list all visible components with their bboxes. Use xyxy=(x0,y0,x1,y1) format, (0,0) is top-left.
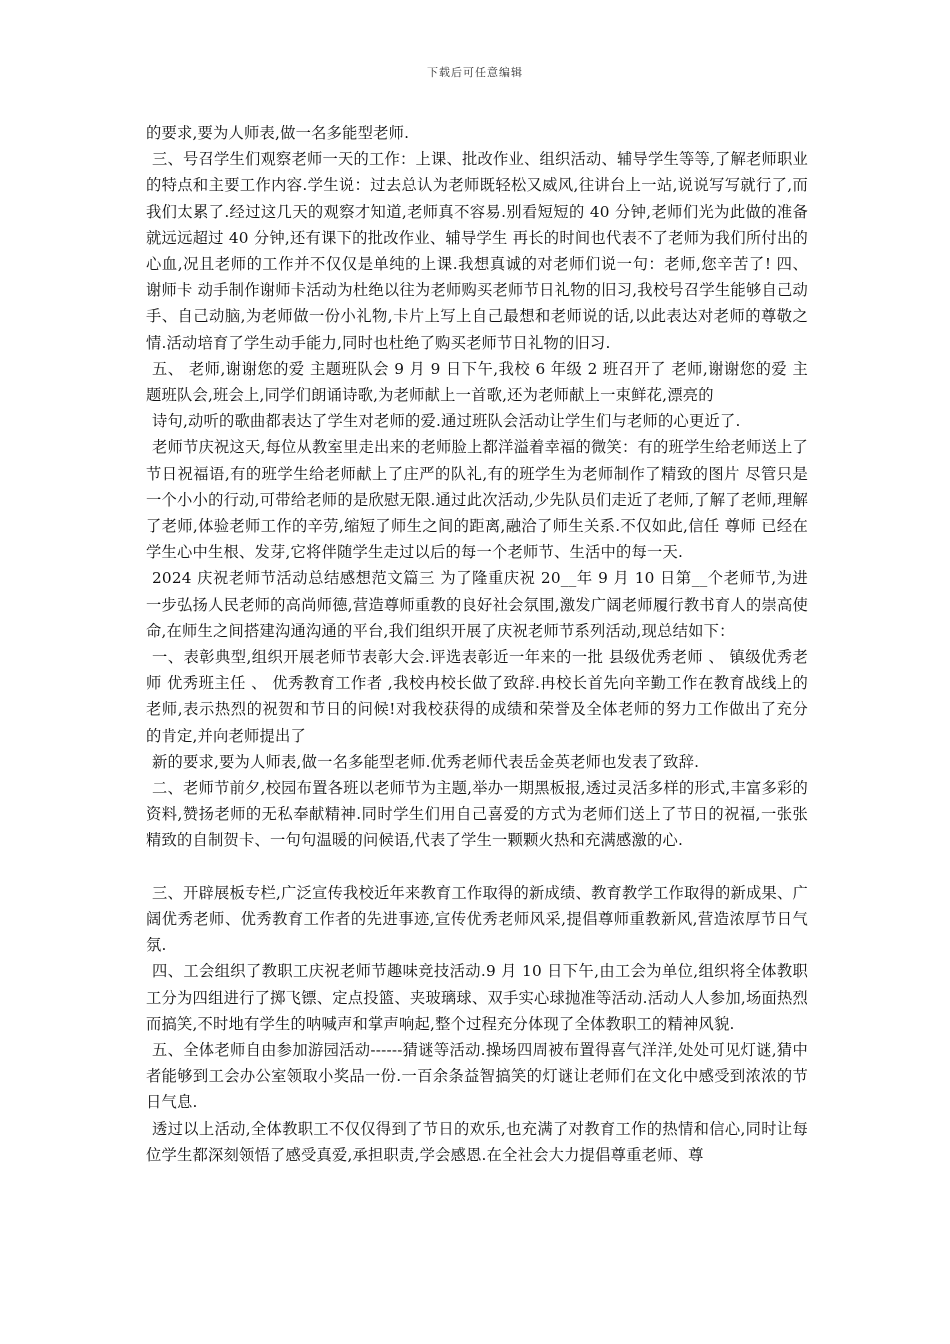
paragraph: 老师节庆祝这天,每位从教室里走出来的老师脸上都洋溢着幸福的微笑：有的班学生给老师送上了节日祝福语,有的班学生给老师献上了庄严的队礼,有的班学生为老师制作了精致的图片 尽管只是一个小小的行动,可带给老师的是欣慰无限.通过此次活动,少先队员们走近了老师,了解了老师,理解了老师,体验老师工作的辛劳,缩短了师生之间的距离,融洽了师生关系.不仅如此,信任 尊师 已经在学生心中生根、发芽,它将伴随学生走过以后的每一个老师节、生活中的每一天. xyxy=(146,438,808,562)
paragraph: 四、工会组织了教职工庆祝老师节趣味竞技活动.9 月 10 日下午,由工会为单位,组织将全体教职工分为四组进行了掷飞镖、定点投篮、夹玻璃球、双手实心球抛准等活动.活动人人参加,场面热烈而搞笑,不时地有学生的呐喊声和掌声响起,整个过程充分体现了全体教职工的精神风貌. xyxy=(146,962,808,1033)
paragraph: 三、号召学生们观察老师一天的工作：上课、批改作业、组织活动、辅导学生等等,了解老师职业的特点和主要工作内容.学生说：过去总认为老师既轻松又威风,往讲台上一站,说说写写就行了,而我们太累了.经过这几天的观察才知道,老师真不容易.别看短短的 40 分钟,老师们光为此做的准备就远远超过 40 分钟,还有课下的批改作业、辅导学生 再长的时间也代表不了老师为我们所付出的心血,况且老师的工作并不仅仅是单纯的上课.我想真诚的对老师们说一句：老师,您辛苦了! 四、 谢师卡 动手制作谢师卡活动为杜绝以往为老师购买老师节日礼物的旧习,我校号召学生能够自己动手、自己动脑,为老师做一份小礼物,卡片上写上自己最想和老师说的话,以此表达对老师的尊敬之情.活动培育了学生动手能力,同时也杜绝了购买老师节日礼物的旧习. xyxy=(146,150,808,352)
paragraph: 一、表彰典型,组织开展老师节表彰大会.评选表彰近一年来的一批 县级优秀老师 、 镇级优秀老师 优秀班主任 、 优秀教育工作者 ,我校冉校长做了致辞.冉校长首先向辛勤工作在教育战线上的老师,表示热烈的祝贺和节日的问候!对我校获得的成绩和荣誉及全体老师的努力工作做出了充分的肯定,并向老师提出了 xyxy=(146,648,808,745)
paragraph: 诗句,动听的歌曲都表达了学生对老师的爱.通过班队会活动让学生们与老师的心更近了. xyxy=(152,412,741,431)
paragraph: 三、开辟展板专栏,广泛宣传我校近年来教育工作取得的新成绩、教育教学工作取得的新成果、广阔优秀老师、优秀教育工作者的先进事迹,宣传优秀老师风采,提倡尊师重教新风,营造浓厚节日气氛. xyxy=(146,883,808,955)
paragraph-spacer xyxy=(146,854,808,880)
paragraph: 2024 庆祝老师节活动总结感想范文篇三 为了隆重庆祝 20__年 9 月 10 日第__个老师节,为进一步弘扬人民老师的高尚师德,营造尊师重教的良好社会氛围,激发广阔老师履行教书育人的崇高使命,在师生之间搭建沟通沟通的平台,我们组织开展了庆祝老师节系列活动,现总结如下： xyxy=(146,569,808,640)
paragraph: 二、老师节前夕,校园布置各班以老师节为主题,举办一期黑板报,透过灵活多样的形式,丰富多彩的资料,赞扬老师的无私奉献精神.同时学生们用自己喜爱的方式为老师们送上了节日的祝福,一张张精致的自制贺卡、一句句温暖的问候语,代表了学生一颗颗火热和充满感激的心. xyxy=(146,779,808,850)
document-body xyxy=(146,120,808,1168)
paragraph: 新的要求,要为人师表,做一名多能型老师.优秀老师代表岳金英老师也发表了致辞. xyxy=(152,752,700,771)
page-header: 下载后可任意编辑 xyxy=(427,66,523,79)
paragraph: 的要求,要为人师表,做一名多能型老师. xyxy=(146,124,410,142)
paragraph: 五、全体老师自由参加游园活动------猜谜等活动.操场四周被布置得喜气洋洋,处处可见灯谜,猜中者能够到工会办公室领取小奖品一份.一百余条益智搞笑的灯谜让老师们在文化中感受到浓浓的节日气息. xyxy=(146,1040,808,1112)
paragraph: 五、 老师,谢谢您的爱 主题班队会 9 月 9 日下午,我校 6 年级 2 班召开了 老师,谢谢您的爱 主题班队会,班会上,同学们朗诵诗歌,为老师献上一首歌,还为老师献上一束鲜花,漂亮的 xyxy=(146,359,808,405)
paragraph: 透过以上活动,全体教职工不仅仅得到了节日的欢乐,也充满了对教育工作的热情和信心,同时让每位学生都深刻领悟了感受真爱,承担职责,学会感恩.在全社会大力提倡尊重老师、尊 xyxy=(146,1119,808,1164)
